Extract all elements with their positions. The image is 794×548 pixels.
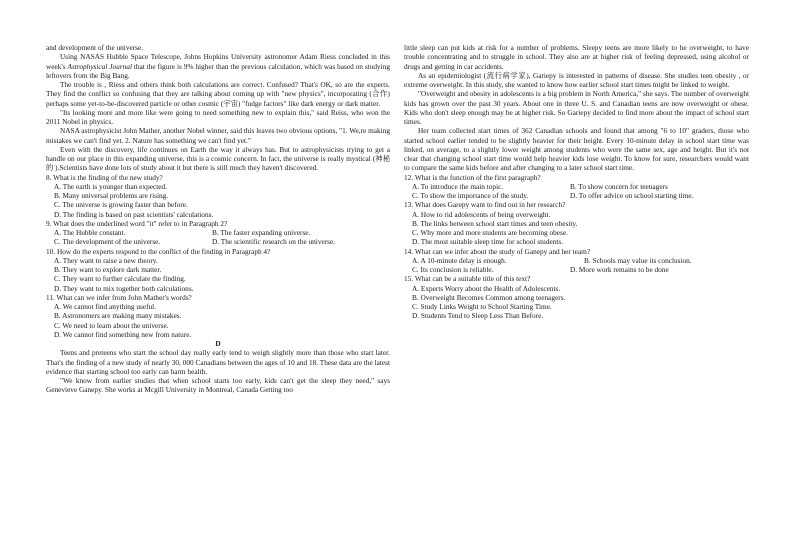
option: A. The earth is younger than expected. [54,181,167,191]
option: C. The universe is growing faster than before. [54,200,188,210]
option: B. The faster expanding universe. [212,228,311,237]
option: B. To show concern for teenagers [570,181,668,191]
left-column [46,43,390,395]
question-15: 15. What can be a suitable title of this text? [404,274,531,284]
option: B. The links between school start times and teen obesity. [412,218,578,228]
paragraph: The trouble is , Riess and others think both calculations are correct. Confused? That's OK, so are the experts. They find the conflict so confusing that they are talking about coming up with "new physics", incorporating (合作) perhaps some yet-to-be-discovered particle or other cosmic (宇宙) "fudge factors" like dark energy or dark matter. [46,80,390,108]
option: A. Experts Worry about the Health of Adolescents. [412,283,561,293]
option-row [404,256,749,265]
question-10: 10. How do the experts respond to the conflict of the finding in Paragraph 4? [46,246,271,256]
journal-title: Astrophysical Journal [67,61,132,71]
option: A. The Hubble constant. [54,228,126,237]
option-row [46,237,390,246]
paragraph: "Its looking more and more like were going to need something new to explain this," said Reiss, who won the 2011 Nobel in physics. [46,107,390,126]
option: C. To show the importance of the study. [412,191,529,200]
option: D. The scientific research on the universe. [212,237,336,247]
paragraph: little sleep can put kids at risk for a number of problems. Sleepy teens are more likely to be overweight, to have trouble concentrating and to struggle in school. They also are at higher risk of feeling depressed, using alcohol or drugs and getting in car accidents. [404,43,749,71]
paragraph: "We know from earlier studies that when school starts too early, kids can't get the sleep they need," says Genevieve Ganepy. She works at Mcgill University in Montreal, Canada Getting too [46,376,390,395]
option: D. The most suitable sleep time for school students. [412,237,564,247]
option: A. To introduce the main topic. [412,181,504,191]
option-row [46,228,390,237]
option: C. Study Links Weight to School Starting Time. [412,302,552,311]
question-12: 12. What is the function of the first paragraph? [404,172,541,182]
option: B. Overweight Becomes Common among teenagers. [412,292,566,302]
option-row [404,182,749,191]
paragraph: and development of the universe. [46,43,144,52]
option: A. A 10-minute delay is enough. [412,255,507,265]
paragraph: NASA astrophysicist John Mather, another Nobel winner, said this leaves two obvious options, "1. We,re making mistakes we can't find yet. 2. Nature has something we can't find yet." [46,126,390,145]
paragraph-text: Using NASAS Hubble Space Telescope, Johns Hopkins University astronomer Adam Riess concluded in this week's [46,52,390,71]
paragraph-hubble [46,52,390,80]
option: A. How to rid adolescents of being overweight. [412,209,551,219]
option: C. Why more and more students are becoming obese. [412,228,568,237]
question-8: 8. What is the finding of the new study? [46,172,163,182]
option-row [404,191,749,200]
option: D. We cannot find something new from nature. [54,329,192,339]
paragraph: As an epidemiologist (流行病学家), Gariepy is interested in patterns of disease. She studies teen obesity , or extreme overweight. In this study, she wanted to know how earlier school start times might be linked to weight. [404,70,749,89]
question-14: 14. What can we infer about the study of Ganepy and her team? [404,246,591,256]
paragraph: "Overweight and obesity in adolescents is a big problem in North America," she says. The number of overweight kids has grown over the past 30 years. About one in three U. S. and Canadian teens are now overweight or obese. Kids who don't sleep enough may be at higher risk. So Gariepy decided to find more about the impact of school start times. [404,89,749,126]
paragraph: Her team collected start times of 362 Canadian schools and found that among "6 to 10" graders, those who started school earlier tended to be slightly heavier for their height. Every 10-minute delay in school start time was linked, on average, to a slightly lower weight among students who were the same sex, age and height. But it's not clear that changing school start time would help heavier kids lose weight. To know for sure, researchers would want to compare the same kids before and after changing to a later school start time. [404,126,749,173]
paragraph: Even with the discovery, life continues on Earth the way it always has. But to astrophysicists trying to get a handle on our place in this expanding universe, this is a cosmic concern. In fact, the universe is really mystical (神秘的 ).Scientists have done lots of study about it but there is still much they haven't discovered. [46,144,390,173]
option: B. Schools may value its conclusion. [584,255,692,265]
option: C. The development of the universe. [54,237,161,247]
option: C. They want to further calculate the finding. [54,274,186,284]
option: B. They want to explore dark matter. [54,265,162,274]
option: C. Its conclusion is reliable. [412,265,494,274]
section-heading: D [215,339,221,348]
option: D. To offer advice on school starting time. [570,191,694,200]
question-11: 11. What can we infer from John Mather's words? [46,292,192,302]
option: B. Many universal problems are rising. [54,191,169,200]
option: A. They want to raise a new theory. [54,255,158,265]
option: D. They want to mix together both calculations. [54,283,194,293]
option-row [404,265,749,274]
right-column [404,43,749,321]
option: D. More work remains to be done [570,265,669,274]
option: C. We need to learn about the universe. [54,320,169,330]
option: B. Astronomers are making many mistakes. [54,311,182,321]
option: D. The finding is based on past scientists' calculations. [54,209,214,219]
question-9: 9. What does the underlined word "it" refer to in Paragraph 2? [46,218,228,228]
option: D. Students Tend to Sleep Less Than Before. [412,311,544,321]
question-13: 13. What does Garepy want to find out in her research? [404,200,566,210]
paragraph: Teens and preteens who start the school day really early tend to weigh slightly more than those who start later. That's the finding of a new study of nearly 30, 000 Canadians between the ages of 10 and 18. These data are the latest evidence that starting school too early can harm health. [46,348,390,376]
paragraph-text: that the figure is 9% higher than the previous calculation, which was based on studying leftovers from the Big Bang. [46,61,391,80]
option: A. We cannot find anything useful. [54,302,157,311]
